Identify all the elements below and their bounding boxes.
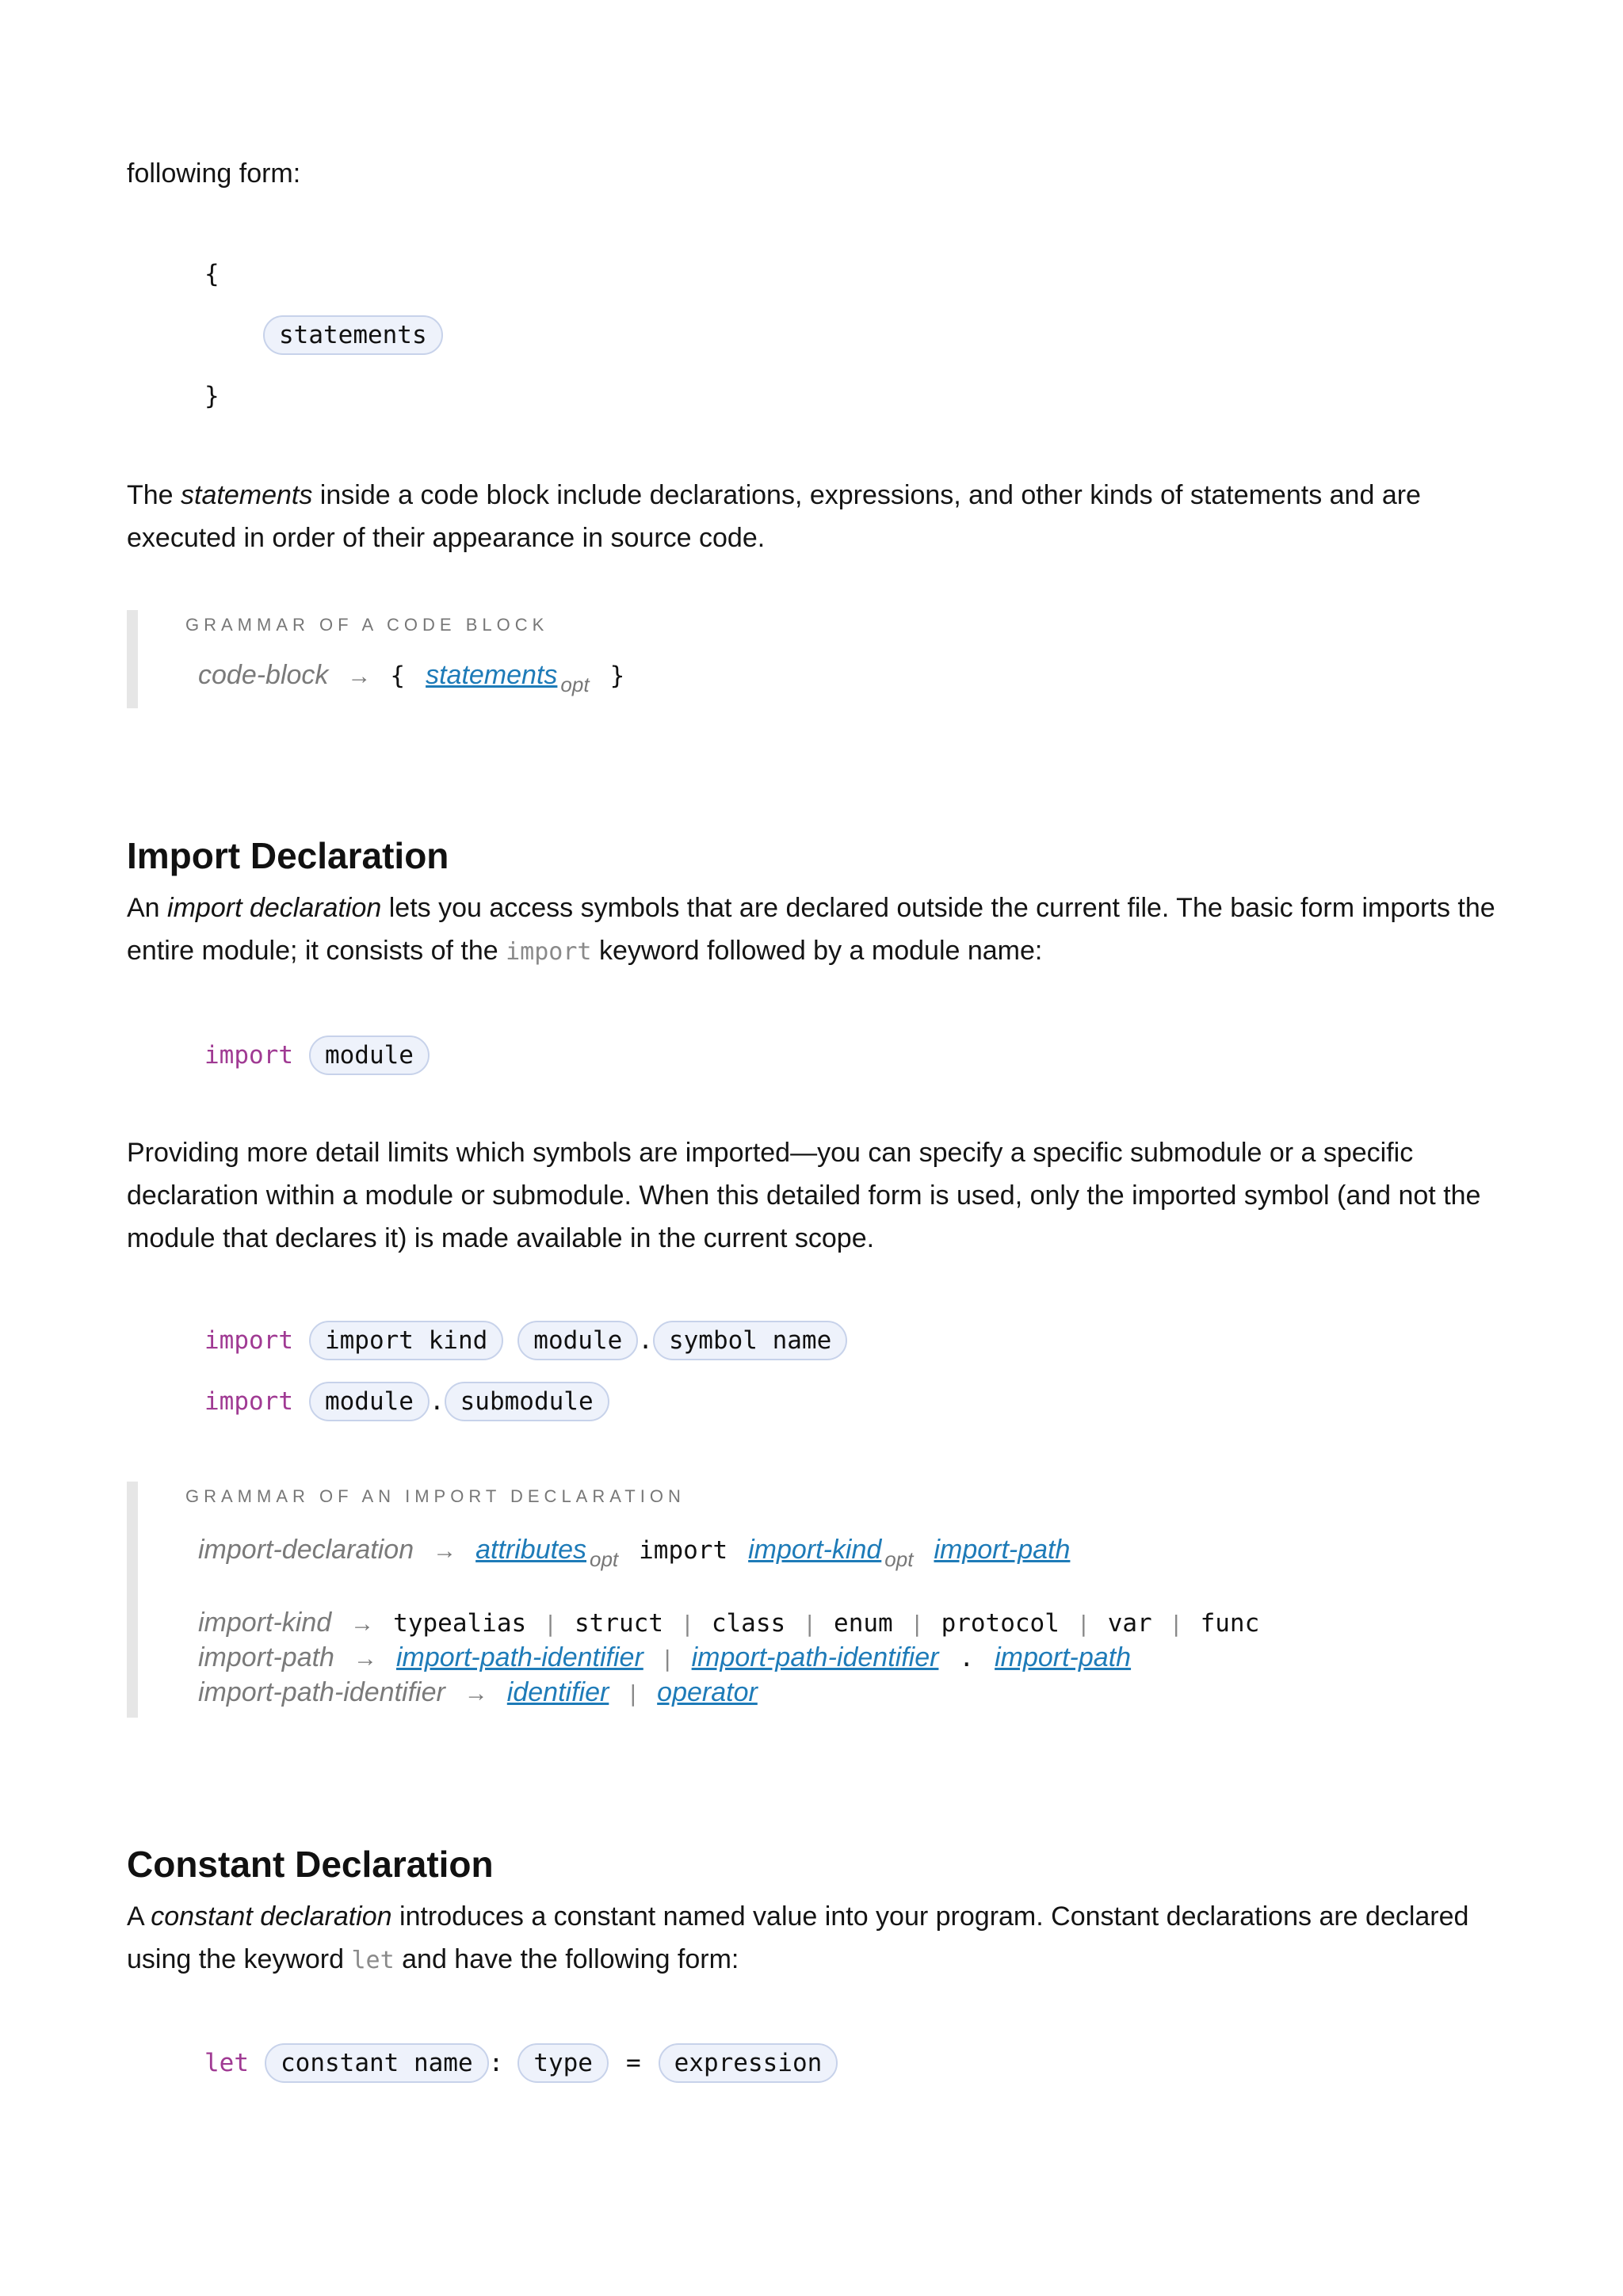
import-path-link[interactable]: import-path (934, 1535, 1071, 1565)
constant-declaration-heading: Constant Declaration (127, 1844, 494, 1885)
grammar-row-import-path: import-path → import-path-identifier | import-path-identifier . import-path (198, 1640, 1131, 1676)
expression-placeholder: expression (659, 2043, 838, 2083)
import-kind-link[interactable]: import-kind (748, 1535, 882, 1565)
grammar-title: GRAMMAR OF AN IMPORT DECLARATION (185, 1486, 685, 1506)
statements-paragraph: The statements inside a code block include declarations, expressions, and other kinds of statements and are executed in order of their appearance in source code. (127, 480, 1421, 553)
intro-text: following form: (127, 158, 301, 189)
statements-term: statements (181, 480, 313, 510)
statements-placeholder: statements (263, 315, 443, 355)
import-path-link[interactable]: import-path (995, 1642, 1132, 1672)
import-detailed-form-2: import module . submodule (204, 1381, 609, 1422)
constant-form: let constant name : type = expression (204, 2042, 838, 2084)
operator-link[interactable]: operator (657, 1677, 758, 1707)
import-keyword-inline: import (506, 938, 592, 966)
arrow-icon: → (433, 1538, 457, 1564)
let-keyword-inline: let (351, 1947, 395, 1974)
attributes-link[interactable]: attributes (475, 1535, 586, 1565)
import-paragraph-2: Providing more detail limits which symbols are imported—you can specify a specific submodule or a specific declaration within a module or submodule. When this detailed form is used, only the imported symbol (and not the module that declares it) is made available in the current scope. (127, 1138, 1481, 1253)
constant-paragraph: A constant declaration introduces a constant named value into your program. Constant declarations are declared using the keyword let and have the following form: (127, 1901, 1469, 1974)
import-declaration-heading: Import Declaration (127, 835, 449, 876)
arrow-icon: → (350, 1611, 375, 1637)
grammar-title: GRAMMAR OF A CODE BLOCK (185, 615, 549, 635)
statements-link[interactable]: statements (426, 660, 558, 690)
module-placeholder: module (517, 1321, 638, 1360)
arrow-icon: → (353, 1646, 377, 1672)
import-path-identifier-link[interactable]: import-path-identifier (395, 1642, 643, 1672)
grammar-row-import-path-identifier: import-path-identifier → identifier | operator (198, 1675, 758, 1711)
code-block-open-brace: { (204, 260, 220, 288)
arrow-icon: → (347, 663, 372, 689)
type-placeholder: type (517, 2043, 609, 2083)
import-paragraph-1: An import declaration lets you access symbols that are declared outside the current file. The basic form imports the entire module; it consists of the import keyword followed by a module name: (127, 893, 1495, 966)
import-basic-form: import module (204, 1035, 430, 1076)
grammar-row-import-declaration: import-declaration → attributes opt import import-kind opt import-path (198, 1532, 1070, 1569)
grammar-term: code-block (198, 660, 329, 690)
code-block-close-brace: } (204, 382, 220, 410)
import-kind-placeholder: import kind (309, 1321, 503, 1360)
arrow-icon: → (464, 1680, 488, 1707)
grammar-row-import-kind: import-kind → typealias | struct | class | enum | protocol | var | func (198, 1605, 1259, 1642)
symbol-name-placeholder: symbol name (653, 1321, 847, 1360)
constant-name-placeholder: constant name (265, 2043, 489, 2083)
import-path-identifier-link[interactable]: import-path-identifier (691, 1642, 939, 1672)
grammar-code-block (127, 610, 1474, 708)
module-placeholder: module (309, 1382, 430, 1421)
import-detailed-form-1: import import kind module . symbol name (204, 1320, 847, 1361)
code-block-statements-line (263, 315, 443, 355)
identifier-link[interactable]: identifier (506, 1677, 609, 1707)
module-placeholder: module (309, 1035, 430, 1075)
submodule-placeholder: submodule (445, 1382, 609, 1421)
grammar-row-code-block: code-block → { statements opt } (198, 658, 624, 694)
grammar-import-declaration (127, 1482, 1474, 1718)
